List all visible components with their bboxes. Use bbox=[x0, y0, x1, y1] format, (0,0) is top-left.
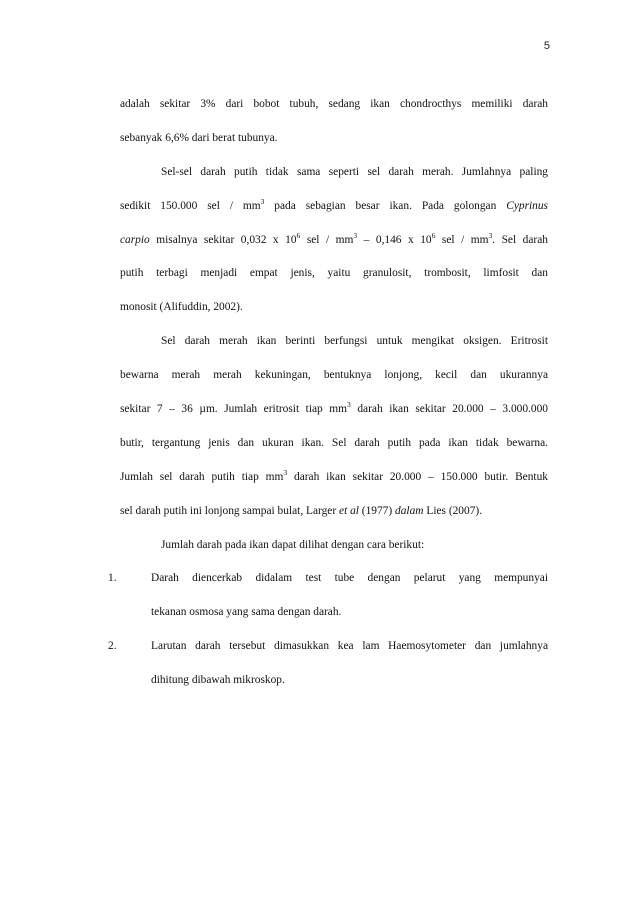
paragraph-3-line-6: sel darah putih ini lonjong sampai bulat, Larger et al (1977) dalam Lies (2007). bbox=[120, 504, 483, 517]
paragraph-1-line-2: sebanyak 6,6% dari berat tubunya. bbox=[120, 131, 278, 144]
paragraph-3-line-3: sekitar 7 – 36 µm. Jumlah eritrosit tiap $mm^3$ darah ikan sekitar 20.000 – 3.000.000 bbox=[120, 400, 548, 416]
paragraph-3-line-1: Sel darah merah ikan berinti berfungsi untuk mengikat oksigen. Eritrosit bbox=[161, 335, 548, 348]
paragraph-2-line-4: putih terbagi menjadi empat jenis, yaitu granulosit, trombosit, limfosit dan bbox=[120, 267, 548, 280]
paragraph-2-line-3: carpio misalnya sekitar 0,032 x $10^6$ sel / $mm^3 - 0,146$ x $10^6$ sel / $mm^3$. Sel darah bbox=[120, 230, 548, 246]
paragraph-3-line-5: Jumlah sel darah putih tiap $mm^3$ darah ikan sekitar 20.000 – 150.000 butir. Bentuk bbox=[120, 468, 548, 483]
paragraph-2-line-1: Sel-sel darah putih tidak sama seperti sel darah merah. Jumlahnya paling bbox=[161, 165, 548, 178]
list-number: 2. bbox=[108, 640, 117, 653]
list-item-line-2: tekanan osmosa yang sama dengan darah. bbox=[151, 606, 342, 619]
paragraph-3-line-4: butir, tergantung jenis dan ukuran ikan. Sel darah putih pada ikan tidak bewarna. bbox=[120, 436, 548, 449]
paragraph-1-line-1: adalah sekitar 3% dari bobot tubuh, sedang ikan chondrocthys memiliki darah bbox=[120, 98, 548, 110]
list-item-line-1: Larutan darah tersebut dimasukkan kea lam Haemosytometer dan jumlahnya bbox=[151, 640, 548, 653]
paragraph-4-intro: Jumlah darah pada ikan dapat dilihat dengan cara berikut: bbox=[161, 538, 425, 551]
paragraph-3-line-2: bewarna merah merah kekuningan, bentuknya lonjong, kecil dan ukurannya bbox=[120, 369, 548, 382]
paragraph-2-line-5: monosit (Alifuddin, 2002). bbox=[120, 301, 243, 314]
page-number: 5 bbox=[543, 40, 550, 52]
document-body bbox=[108, 88, 548, 698]
paragraph-2-line-2: sedikit 150.000 sel / $mm^3$ pada sebagian besar ikan. Pada golongan Cyprinus bbox=[120, 196, 548, 212]
list-item-line-2: dihitung dibawah mikroskop. bbox=[151, 674, 285, 687]
list-item bbox=[108, 562, 548, 630]
list-number: 1. bbox=[108, 572, 117, 585]
list-item bbox=[108, 630, 548, 698]
list-item-line-1: Darah diencerkab didalam test tube dengan pelarut yang mempunyai bbox=[151, 572, 548, 585]
